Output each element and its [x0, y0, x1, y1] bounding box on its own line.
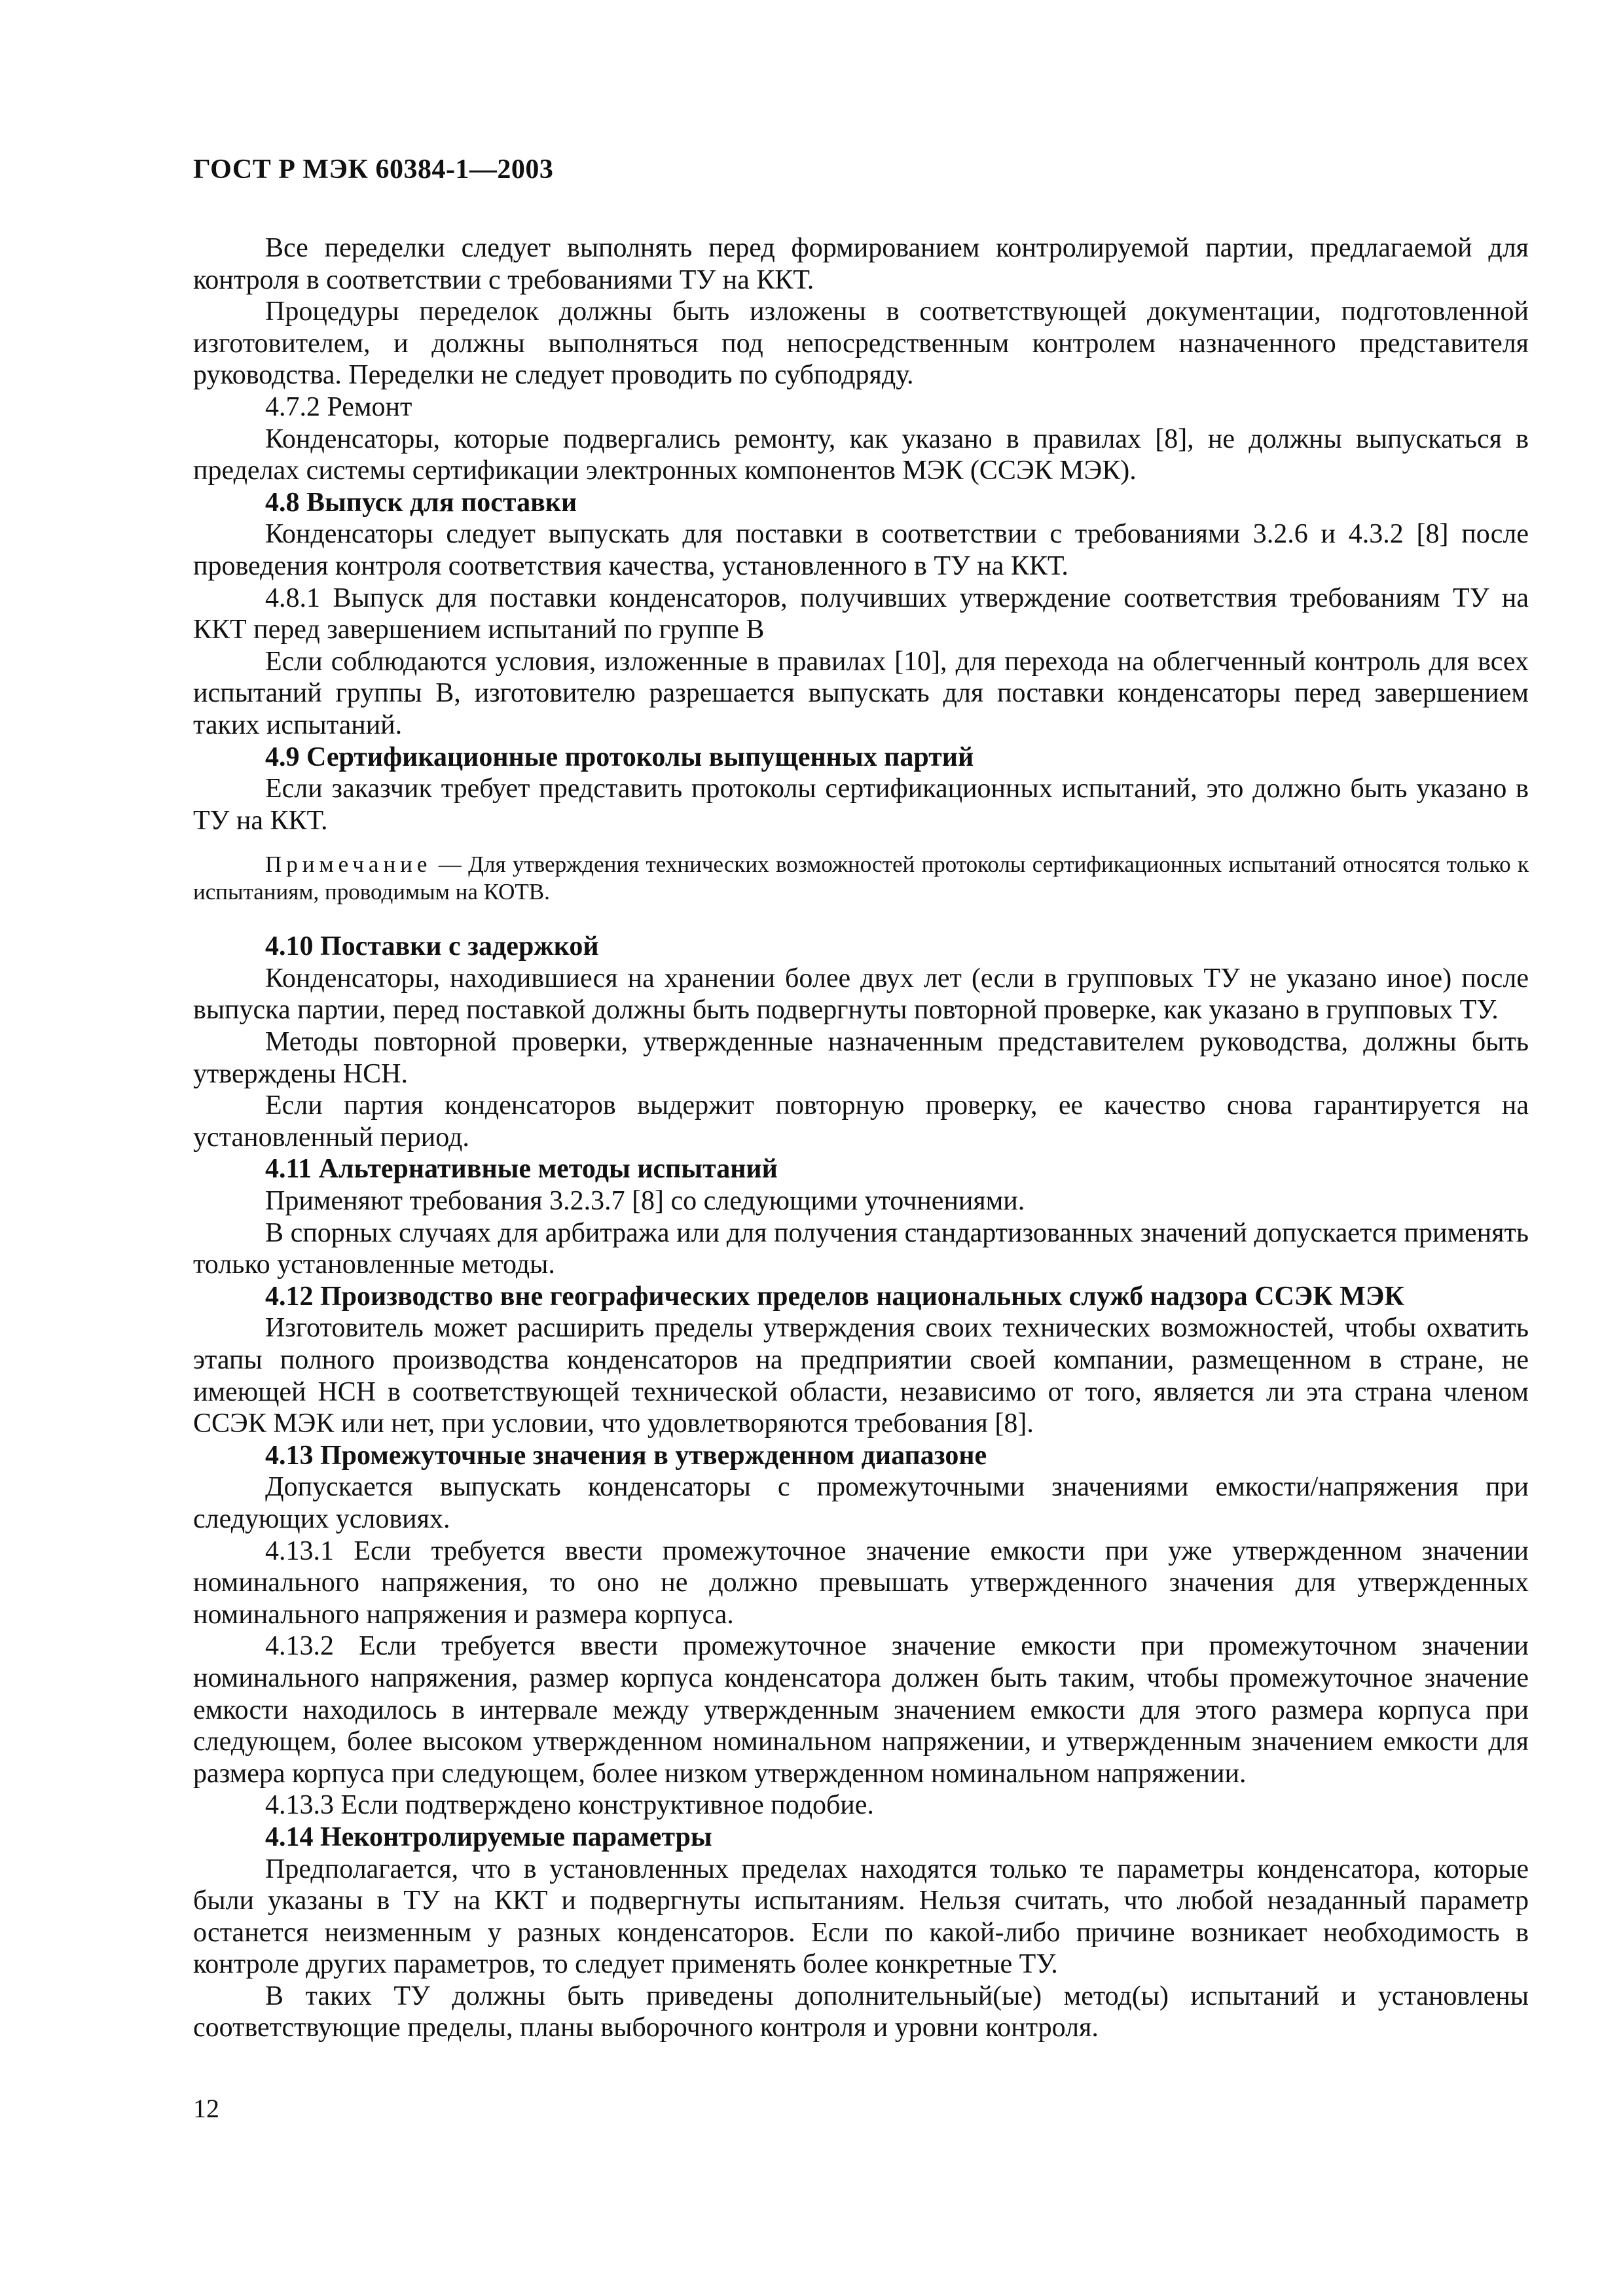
paragraph: Процедуры переделок должны быть изложены в соответствующей документации, подготовленной изготовителем, и должны выполняться под непосредственным контролем назначенного представителя руководства. Переделки не следует проводить по субподряду.: [193, 296, 1529, 391]
paragraph: Если заказчик требует представить протоколы сертификационных испытаний, это должно быть указано в ТУ на ККТ.: [193, 774, 1529, 836]
paragraph: В спорных случаях для арбитража или для получения стандартизованных значений допускается применять только установленные методы.: [193, 1217, 1529, 1280]
paragraph: Методы повторной проверки, утвержденные назначенным представителем руководства, должны быть утверждены НСН.: [193, 1027, 1529, 1089]
document-page: [193, 0, 1529, 2296]
paragraph: Допускается выпускать конденсаторы с промежуточными значениями емкости/напряжения при следующих условиях.: [193, 1472, 1529, 1534]
paragraph: Предполагается, что в установленных пределах находятся только те параметры конденсатора, которые были указаны в ТУ на ККТ и подвергнуты испытаниям. Нельзя считать, что любой незаданный параметр останется неизменным у разных конденсаторов. Если по какой-либо причине возникает необходимость в контроле других параметров, то следует применять более конкретные ТУ.: [193, 1854, 1529, 1980]
paragraph: Если партия конденсаторов выдержит повторную проверку, ее качество снова гарантируется на установленный период.: [193, 1090, 1529, 1153]
note-text: — Для утверждения технических возможностей протоколы сертификационных испытаний относятся только к испытаниям, проводимым на КОТВ.: [193, 852, 1529, 905]
note-label: Примечание: [265, 852, 432, 878]
section-heading-4-10: 4.10 Поставки с задержкой: [265, 931, 599, 962]
paragraph: В таких ТУ должны быть приведены дополнительный(ые) метод(ы) испытаний и установлены соответствующие пределы, планы выборочного контроля и уровни контроля.: [193, 1981, 1529, 2043]
document-header: ГОСТ Р МЭК 60384-1—2003: [193, 154, 554, 185]
section-heading-4-8: 4.8 Выпуск для поставки: [265, 487, 577, 518]
paragraph: Конденсаторы, которые подвергались ремонту, как указано в правилах [8], не должны выпускаться в пределах системы сертификации электронных компонентов МЭК (ССЭК МЭК).: [193, 423, 1529, 486]
paragraph: Все переделки следует выполнять перед формированием контролируемой партии, предлагаемой для контроля в соответствии с требованиями ТУ на ККТ.: [193, 233, 1529, 295]
section-heading-4-12: 4.12 Производство вне географических пределов национальных служб надзора ССЭК МЭК: [265, 1281, 1404, 1312]
paragraph: 4.8.1 Выпуск для поставки конденсаторов, получивших утверждение соответствия требованиям ТУ на ККТ перед завершением испытаний по группе В: [193, 583, 1529, 645]
section-heading-4-14: 4.14 Неконтролируемые параметры: [265, 1821, 712, 1852]
paragraph: Конденсаторы, находившиеся на хранении более двух лет (если в групповых ТУ не указано иное) после выпуска партии, перед поставкой должны быть подвергнуты повторной проверке, как указано в групповых ТУ.: [193, 963, 1529, 1026]
note: [193, 851, 1529, 906]
paragraph: Конденсаторы следует выпускать для поставки в соответствии с требованиями 3.2.6 и 4.3.2 [8] после проведения контроля соответствия качества, установленного в ТУ на ККТ.: [193, 519, 1529, 581]
paragraph: 4.13.2 Если требуется ввести промежуточное значение емкости при промежуточном значении номинального напряжения, размер корпуса конденсатора должен быть таким, чтобы промежуточное значение емкости находилось в интервале между утвержденным значением емкости для этого размера корпуса при следующем, более высоком утвержденном номинальном напряжении, и утвержденным значением емкости для размера корпуса при следующем, более низком утвержденном номинальном напряжении.: [193, 1631, 1529, 1789]
paragraph: Применяют требования 3.2.3.7 [8] со следующими уточнениями.: [265, 1186, 1025, 1217]
paragraph: Если соблюдаются условия, изложенные в правилах [10], для перехода на облегченный контроль для всех испытаний группы В, изготовителю разрешается выпускать для поставки конденсаторы перед завершением таких испытаний.: [193, 646, 1529, 740]
page-number: 12: [193, 2094, 219, 2123]
document-body: [193, 232, 1529, 2044]
paragraph: Изготовитель может расширить пределы утверждения своих технических возможностей, чтобы охватить этапы полного производства конденсаторов на предприятии своей компании, размещенном в стране, не имеющей НСН в соответствующей технической области, независимо от того, является ли эта страна членом ССЭК МЭК или нет, при условии, что удовлетворяются требования [8].: [193, 1313, 1529, 1439]
section-heading-4-13: 4.13 Промежуточные значения в утвержденном диапазоне: [265, 1440, 987, 1471]
subsection-title: 4.7.2 Ремонт: [265, 391, 412, 422]
paragraph: 4.13.3 Если подтверждено конструктивное подобие.: [265, 1790, 874, 1821]
section-heading-4-11: 4.11 Альтернативные методы испытаний: [265, 1154, 778, 1185]
section-heading-4-9: 4.9 Сертификационные протоколы выпущенных партий: [265, 742, 974, 772]
paragraph: 4.13.1 Если требуется ввести промежуточное значение емкости при уже утвержденном значении номинального напряжения, то оно не должно превышать утвержденного значения для утвержденных номинального напряжения и размера корпуса.: [193, 1535, 1529, 1630]
